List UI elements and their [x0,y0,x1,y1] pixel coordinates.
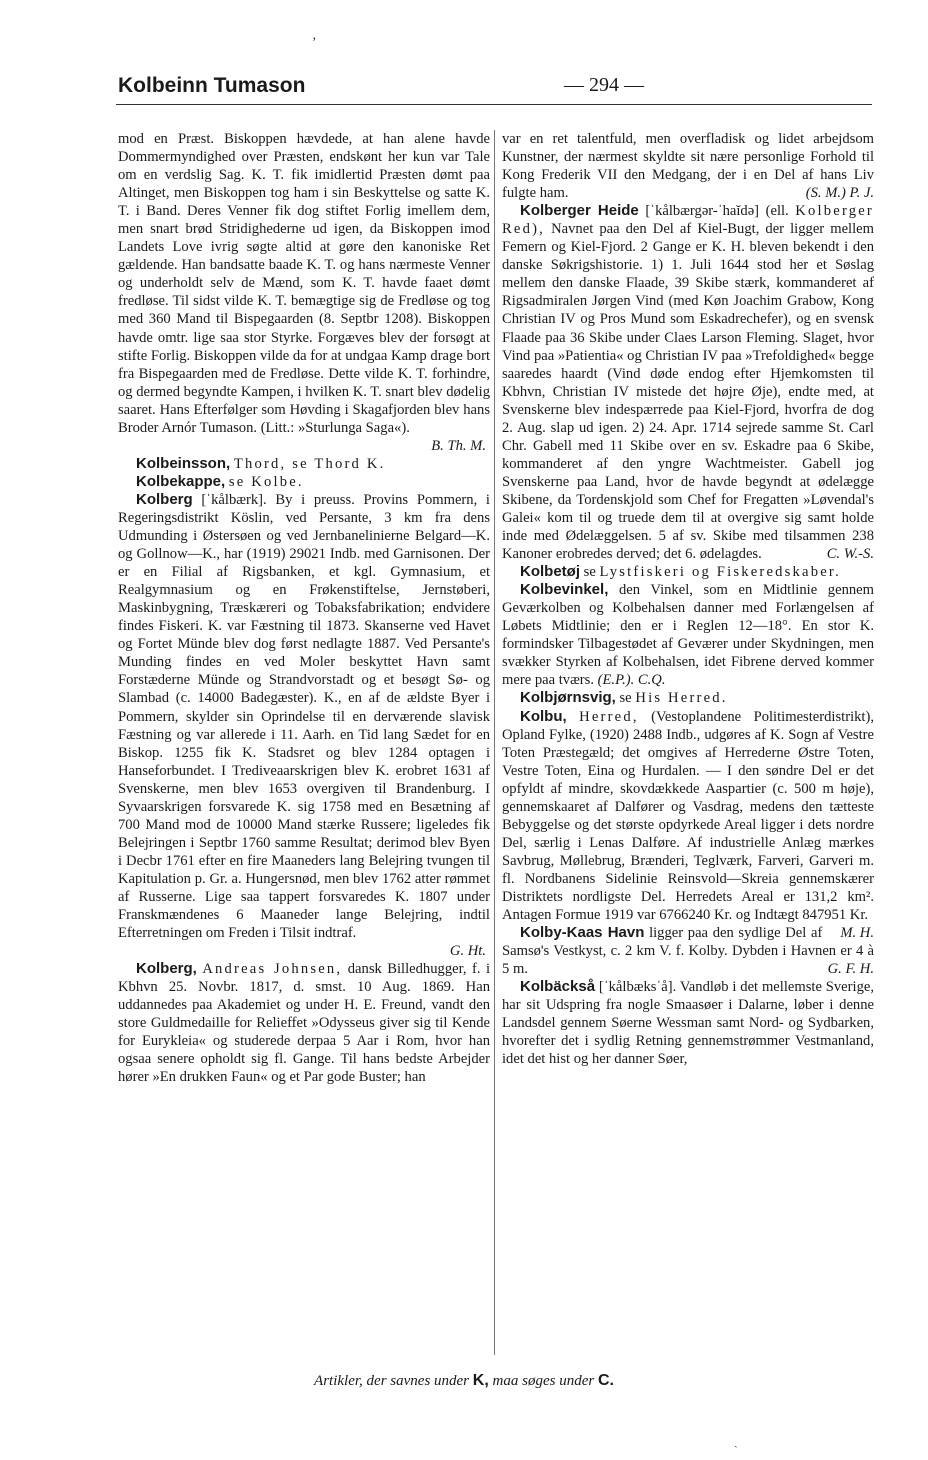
header-rule [116,104,872,105]
entry-kolbeinn-tumason-continued [118,130,490,455]
stray-mark-bottom: ˎ [734,1436,738,1448]
entry-text: (ell. [765,203,789,220]
entry-text: Thord, se Thord K. [233,455,386,472]
right-column [502,130,874,1355]
entry-kolberg-sculptor-continued [502,130,874,202]
entry-text: By i preuss. Provins Pommern, i Regeringsdistrikt Köslin, ved Persante, 3 km fra dens Udmunding i Østersøen og ved Jernbanelinierne Belgard—K. og Gollnow—K., har (1919) 29021 Indb. med Garnisonen. Der er en Filial af Rigsbanken, et kgl. Gymnasium, et Realgymnasium og en Frøkenstiftelse, Jernstøberi, Maskinbygning, Træskæreri og Tobaksfabrikation; endvidere findes Fiskeri. K. var Fæstning til 1873. Skanserne ved Havet og Fortet Münde blev dog først nedlagte 1887. Ved Persante's Munding findes en ved Moler beskyttet Havn samt Forstæderne Münde og Strandvorstadt og et besøgt Sø- og Slambad (c. 14000 Badegæster). K., en af de ældste Byer i Pommern, skylder sin Oprindelse til en derværende slavisk Fæstning og var allerede i 11. Aarh. en Tid lang Sædet for en Biskop. 1255 fik K. Stadsret og blev 1284 optagen i Hanseforbundet. I Trediveaarskrigen blev K. erobret 1631 af Svenskerne, men blev 1653 overgiven til Brandenburg. I Syvaarskrigen forsvarede K. sig 1758 med en Besætning af 700 Mand mod de 10000 Mand stærke Russere; ligeledes fik Belejringen i Septbr 1760 samme Resultat; derimod blev Byen i Decbr 1761 efter en fire Maaneders lang Belejring tvungen til Kapitulation p. Gr. a. Hungersnød, men blev 1762 atter rømmet af Russerne. Lige saa tappert forsvaredes K. 1807 under Franskmændenes 6 Maaneder lange Belejring, indtil Efterretningen om Freden i Tilsit indtraf. [118,491,490,942]
entry-headword: Kolbetøj [520,563,580,581]
entry-kolbacksa [502,978,874,1068]
entry-kolbevinkel [502,581,874,689]
entry-headword: Kolbäckså [520,978,596,996]
entry-headword: Kolbekappe, [136,472,226,490]
alt-name: Kolberger Red), [502,203,874,238]
entry-text: den Vinkel, som en Midtlinie gennem Geværkolben og Kolbehalsen danner med Forlængelsen af Løbets Midtlinie; den er i Reglen 12—18°. En stor K. formindsker Tilbagestødet af Geværer under Skydningen, men svækker Styrken af Kolbehalsen, idet Fibrene derved kommer mere paa tværs. [502,582,874,689]
entry-text: Vandløb i det mellemste Sverige, har sit Udspring fra nogle Smaasøer i Dalarne, løber i denne Landsdel gennem Søerne Wessman samt Nord- og Sydbarken, hvorefter det i sydlig Retning gennemstrømmer Vestmanland, idet det hist og her danner Søer, [502,979,874,1068]
running-head-title: Kolbeinn Tumason [118,74,306,97]
author-signature: C. W.-S. [826,546,874,563]
entry-headword: Kolberg, [136,960,197,978]
author-signature: (E.P.). C.Q. [597,672,666,689]
entry-headword: Kolberger Heide [520,202,639,220]
entry-text: (Vestoplandene Politimesterdistrikt), Opland Fylke, (1920) 2488 Indb., udgøres af K. Sogn af Vestre Toten Præstegæld; det omgives af Herrederne Østre Toten, Vestre Toten, Eina og Hurdalen. — I den søndre Del er det opfyldt af mindre, skovdækkede Aaspartier (c. 500 m høje), gennemskaaret af Dalfører og Vasdrag, medens den tætteste Bebyggelse og det største opdyrkede Areal ligger i dets nordre Del, særlig i Lenas Dalføre. Af industrielle Anlæg mærkes Savbrug, Møllebrug, Brænderi, Teglværk, Farveri, Garveri m. fl. Nordbanens Sidelinie Reinsvold—Skreia gennemskærer Distriktets nordligste Del. Herredets Areal er 131,2 km². Antagen Formue 1919 var 6766240 Kr. og Indtægt 847951 Kr. [502,708,874,924]
footer-text: Artikler, der savnes under [314,1373,470,1389]
page-header [116,74,872,104]
entry-subtitle: Herred, [579,708,639,725]
footer-text: maa søges under [492,1373,595,1389]
author-signature: (S. M.) P. J. [805,185,874,202]
entry-kolbetoj [502,563,874,581]
cross-reference: Lystfiskeri og Fiskeredskaber. [599,564,841,581]
author-signature: B. Th. M. [431,437,486,454]
entry-text: dansk Billedhugger, f. i Kbhvn 25. Novbr. 1817, d. smst. 10 Aug. 1869. Han uddannedes paa Akademiet og under H. E. Freund, vandt den store Guldmedaille for Relieffet »Odysseus giver sig til Kende for Eurykleia« og studerede derpaa 5 Aar i Rom, hvor han ogsaa senere opholdt sig fl. Gange. Til hans bedste Arbejder hører »En drukken Faun« og et Par gode Buster; han [118,961,490,1086]
entry-kolbeinsson [118,455,490,473]
entry-text: mod en Præst. Biskoppen hævdede, at han alene havde Dommermyndighed over Præsten, endskønt her kun var Tale om en verdslig Sag. K. T. fik imidlertid Præsten dømt paa Altinget, men Biskoppen tog ham i sin Beskyttelse og satte K. T. i Band. Deres Venner fik dog stiftet Forlig imellem dem, men snart brød Stridighederne ud igen, da Biskoppen imod Landets Love ivrig søgte altid at gøre den kanoniske Ret gældende. Han bandsatte baade K. T. og hans nærmeste Venner og underholdt selv de Mænd, som K. T. havde faaet dømt fredløse. Til sidst vilde K. T. bemægtige sig de Fredløse og tog med 360 Mand til Bispegaarden (8. Septbr 1208). Biskoppen havde omtr. lige saa stor Styrke. Forgæves blev der forsøgt at stifte Forlig. Biskoppen vilde da for at undgaa Kamp drage bort fra Bispegaarden med de Fredløse. Dette vilde K. T. forhindre, og dermed begyndte Kampen, i hvilken K. T. snart blev dødelig saaret. Hans Efterfølger som Høvding i Skagafjorden blev hans Broder Arnór Tumason. (Litt.: »Sturlunga Saga«). [118,131,490,436]
author-signature: G. Ht. [449,943,486,960]
entry-kolberg-sculptor [118,960,490,1086]
entry-headword: Kolbu, [520,707,567,725]
entry-headword: Kolbjørnsvig, [520,689,616,707]
entry-kolbekappe [118,473,490,491]
left-column [118,130,490,1355]
entry-headword: Kolbevinkel, [520,581,609,599]
cross-reference: His Herred. [635,690,728,707]
person-name: Andreas Johnsen, [202,961,343,978]
entry-text: se [583,564,596,581]
entry-text: ligger paa den sydlige Del af Samsø's Vestkyst, c. 2 km V. f. Kolby. Dybden i Havnen er 4 à 5 m. [502,925,874,978]
entry-headword: Kolberg [136,490,193,508]
entry-headword: Kolbeinsson, [136,454,231,472]
page-number: — 294 — [564,74,644,96]
entry-kolberg-town [118,491,490,960]
entry-kolby-kaas-havn [502,924,874,978]
author-signature: M. H. [840,925,874,942]
footer-letter-k: K, [472,1372,489,1389]
entry-headword: Kolby-Kaas Havn [520,924,645,942]
entry-kolberger-heide [502,202,874,563]
column-divider [494,130,495,1355]
footer-letter-c: C. [597,1372,614,1389]
entry-text: var en ret talentfuld, men overfladisk og lidet arbejdsom Kunstner, der nærmest skyldte sit nære personlige Forhold til Kong Frederik VII den Medgang, der i en Del af hans Liv fulgte ham. [502,131,874,202]
entry-text: Navnet paa den Del af Kiel-Bugt, der ligger mellem Femern og Kiel-Fjord. 2 Gange er K. H. bleven bekendt i den danske Søkrigshistorie. 1) 1. Juli 1644 stod her et Søslag mellem den danske Flaade, 39 Skibe stærk, kommanderet af Rigsadmiralen Jørgen Vind (med Køn Joachim Grabow, Kong Christian IV og Pros Mund som Eskadrechefer), og en svensk Flaade paa 36 Skibe under Claes Larson Fleming. Slaget, hvor Vind paa »Patientia« og Christian IV paa »Trefoldighed« begge saaredes haardt (Vind døde endog efter Hjemkomsten til Kbhvn, Christian IV mistede det højre Øje), endte med, at Svenskerne blev indespærrede paa Kiel-Fjord, hvorfra de dog 2. Aug. slap ud igen. 2) 24. Apr. 1714 sejrede samme St. Carl Chr. Gabell med 11 Skibe over en sv. Eskadre paa 6 Skibe, kommanderet af den yngre Wachtmeister. Gabell jog Svenskerne paa Land, hvor de havde begyndt at ødelægge Skibene, da Tordenskjold som Chef for Fregatten »Løvendal's Galei« kom til og truede dem til at overgive sig samt holde inde med Ødelæggelsen. 5 af sv. Skibe med tilsammen 238 Kanoner erobredes derved; det 6. ødelagdes. [502,221,875,563]
page-footer-note [0,1372,928,1390]
author-signature: G. F. H. [827,961,874,978]
entry-text: se [619,690,632,707]
entry-kolbjornsvig [502,689,874,707]
pronunciation: [ˈkålbærk]. [201,491,267,508]
entry-text: se Kolbe. [228,473,304,490]
stray-mark-top: ʼ [312,34,317,49]
pronunciation: [ˈkålbæksˈå]. [598,979,677,996]
pronunciation: [ˈkålbærgər-ˈhaĭdə] [645,203,760,220]
